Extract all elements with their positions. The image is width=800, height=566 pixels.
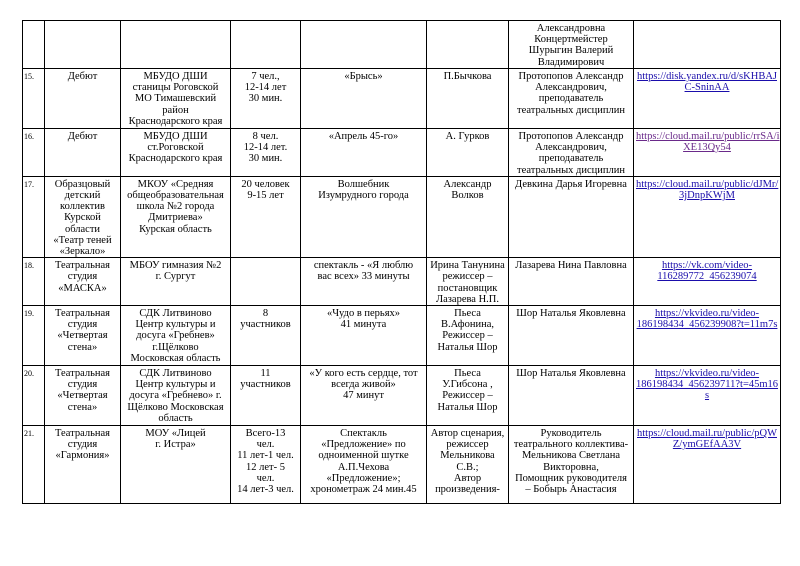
participants-info-text: 11 лет-1 чел.	[237, 450, 294, 462]
author-director-text: В.Афонина,	[440, 319, 494, 331]
row-number-text: 21.	[24, 429, 34, 439]
organization-cell	[121, 69, 231, 129]
author-director-text: постановщик	[437, 282, 498, 294]
author-director-text: Режиссер –	[442, 330, 493, 342]
performance-title-text: Изумрудного города	[318, 190, 409, 202]
participants-info-cell	[231, 258, 301, 306]
organization-cell	[121, 306, 231, 366]
performance-title-text: 47 минут	[343, 390, 384, 402]
collective-name-cell	[45, 69, 121, 129]
author-director-text: Пьеса	[454, 368, 481, 380]
collective-name-cell	[45, 129, 121, 177]
video-link-anchor[interactable]	[636, 368, 778, 402]
video-link-text[interactable]: XE13Qy54	[683, 142, 731, 154]
row-number-cell	[23, 176, 45, 257]
collective-name-text: Образцовый	[54, 178, 111, 190]
collective-name-text: студия	[67, 319, 98, 331]
collective-name-text: Курской	[64, 212, 101, 224]
organization-text: г. Сургут	[155, 271, 196, 283]
organization-text: МБУДО ДШИ	[143, 131, 208, 142]
leader-name-cell	[509, 366, 634, 426]
participants-info-text: участников	[240, 319, 291, 331]
video-link-text[interactable]: 3jDnpKWjM	[679, 190, 735, 202]
collective-name-text: студия	[67, 271, 98, 283]
collective-name-text: студия	[67, 439, 98, 451]
performance-title-text: вас всех» 33 минуты	[317, 271, 410, 283]
organization-cell	[121, 21, 231, 69]
collective-name-text: «Театр теней	[53, 234, 112, 246]
row-number-cell	[23, 306, 45, 366]
video-link-text[interactable]: https://cloud.mail.ru/public/rrSA/i	[636, 131, 780, 142]
collective-name-cell	[45, 21, 121, 69]
performance-title-text: «Апрель 45-го»	[328, 131, 399, 142]
organization-text: г.Щёлково	[152, 341, 199, 353]
performance-title-text: всегда живой»	[331, 379, 396, 391]
collective-name-text: студия	[67, 379, 98, 391]
participants-info-text: Всего-13	[245, 428, 286, 440]
participants-info-text: 8	[262, 308, 269, 320]
video-link-text[interactable]: 186198434_456239711?t=45m16	[636, 379, 779, 391]
author-director-text: А. Гурков	[445, 131, 490, 142]
video-link-anchor[interactable]	[636, 131, 778, 153]
performance-title-text: «Чудо в перьях»	[326, 308, 401, 320]
row-number-text: 20.	[24, 369, 34, 379]
organization-text: Дмитриева»	[148, 212, 203, 224]
video-link-text[interactable]: https://vkvideo.ru/video-	[654, 308, 760, 320]
participants-info-text: 12 лет- 5	[246, 461, 285, 473]
organization-text: Краснодарского края	[128, 115, 223, 127]
author-director-cell	[427, 366, 509, 426]
participants-info-text: 14 лет-3 чел.	[237, 484, 294, 496]
participants-info-cell	[231, 176, 301, 257]
author-director-cell	[427, 426, 509, 504]
leader-name-text: Шор Наталья Яковлевна	[516, 368, 626, 380]
author-director-text: Режиссер –	[442, 390, 493, 402]
video-link-text[interactable]: https://disk.yandex.ru/d/sKHBAJ	[636, 71, 777, 82]
table-row	[23, 176, 781, 257]
video-link-text[interactable]: https://vk.com/video-	[661, 260, 753, 272]
organization-text: Центр культуры и	[135, 319, 216, 331]
collective-name-text: «Гармония»	[55, 450, 110, 462]
participants-info-text: 30 мин.	[248, 93, 283, 105]
table-row	[23, 306, 781, 366]
collective-name-text: «МАСКА»	[58, 282, 107, 294]
organization-text: Курская область	[139, 223, 212, 235]
performance-title-cell	[301, 426, 427, 504]
author-director-text: режиссер	[446, 439, 489, 451]
participants-info-cell	[231, 21, 301, 69]
video-link-text[interactable]: 116289772_456239074	[657, 271, 757, 283]
author-director-cell	[427, 176, 509, 257]
leader-name-cell	[509, 176, 634, 257]
collective-name-cell	[45, 176, 121, 257]
organization-text: МБОУ гимназия №2	[129, 260, 222, 272]
author-director-text: Александр	[443, 178, 492, 190]
leader-name-text: Помощник руководителя	[515, 472, 627, 484]
video-link-cell[interactable]	[634, 306, 781, 366]
participants-info-text: 12-14 лет.	[243, 142, 288, 154]
leader-name-text: Александровна	[536, 23, 606, 34]
collective-name-text: детский	[64, 190, 101, 202]
row-number-text: 18.	[24, 261, 34, 271]
collective-name-text: «Зеркало»	[59, 246, 106, 258]
table-row	[23, 21, 781, 69]
participants-info-cell	[231, 426, 301, 504]
video-link-anchor[interactable]	[636, 71, 778, 93]
performance-title-text: «Брысь»	[344, 71, 383, 82]
collective-name-text: Дебют	[67, 131, 98, 142]
video-link-text[interactable]: s	[704, 390, 710, 402]
organization-text: школа №2 города	[136, 201, 215, 213]
author-director-cell	[427, 21, 509, 69]
collective-name-text: стена»	[67, 341, 98, 353]
author-director-text: Наталья Шор	[437, 341, 498, 353]
leader-name-text: Девкина Дарья Игоревна	[515, 178, 627, 190]
organization-text: Московская область	[130, 352, 221, 364]
performance-title-text: одноименной шутке	[318, 450, 409, 462]
leader-name-text: театрального коллектива-	[513, 439, 629, 451]
leader-name-text: Протопопов Александр	[518, 131, 624, 142]
participants-info-text: чел.	[256, 439, 275, 451]
video-link-cell[interactable]	[634, 129, 781, 177]
collective-name-cell	[45, 426, 121, 504]
organization-cell	[121, 258, 231, 306]
video-link-cell[interactable]	[634, 176, 781, 257]
participants-info-cell	[231, 69, 301, 129]
leader-name-text: Александрович,	[535, 82, 607, 94]
author-director-text: У.Гибсона ,	[442, 379, 493, 391]
video-link-cell[interactable]	[634, 426, 781, 504]
performance-title-text: «Предложение»;	[326, 472, 401, 484]
organization-text: МБУДО ДШИ	[143, 71, 208, 82]
performance-title-cell	[301, 129, 427, 177]
organization-text: МКОУ «Средняя	[137, 178, 214, 190]
video-link-anchor[interactable]	[636, 308, 778, 330]
organization-text: Краснодарского края	[128, 153, 223, 165]
organization-cell	[121, 426, 231, 504]
performance-title-text: спектакль - «Я люблю	[313, 260, 414, 272]
author-director-text: Лазарева Н.П.	[435, 293, 500, 305]
performance-title-text: «У кого есть сердце, тот	[309, 368, 418, 380]
collective-name-text: Театральная	[54, 260, 111, 272]
collective-name-text: «Четвертая	[57, 330, 108, 342]
author-director-text: Автор сценария,	[430, 428, 505, 440]
organization-text: Щёлково Московская	[127, 401, 224, 413]
organization-text: область	[158, 412, 193, 424]
participants-info-text: 7 чел.,	[251, 71, 280, 82]
leader-name-cell	[509, 306, 634, 366]
row-number-text: 15.	[24, 72, 34, 81]
author-director-text: Мельникова	[440, 450, 495, 462]
leader-name-text: Мельникова Светлана	[521, 450, 621, 462]
participants-info-text: 8 чел.	[252, 131, 279, 142]
organization-text: досуга «Гребнево» г.	[129, 390, 222, 402]
leader-name-cell	[509, 21, 634, 69]
leader-name-text: Александрович,	[535, 142, 607, 154]
leader-name-text: театральных дисциплин	[516, 104, 626, 116]
leader-name-text: Лазарева Нина Павловна	[515, 260, 627, 272]
organization-text: СДК Литвиново	[139, 368, 212, 380]
table-row	[23, 69, 781, 129]
leader-name-text: Шор Наталья Яковлевна	[516, 308, 626, 320]
performance-title-text: Волшебник	[337, 178, 390, 190]
video-link-cell[interactable]	[634, 21, 781, 69]
row-number-cell	[23, 426, 45, 504]
author-director-text: Пьеса	[454, 308, 481, 320]
participants-info-text: 30 мин.	[248, 153, 283, 165]
table-row	[23, 366, 781, 426]
author-director-cell	[427, 69, 509, 129]
row-number-cell	[23, 69, 45, 129]
participants-info-cell	[231, 306, 301, 366]
leader-name-text: театральных дисциплин	[516, 164, 626, 176]
video-link-cell[interactable]	[634, 258, 781, 306]
collective-name-text: коллектив	[60, 201, 105, 213]
author-director-cell	[427, 129, 509, 177]
organization-cell	[121, 366, 231, 426]
performance-title-text: А.П.Чехова	[337, 461, 390, 473]
participants-info-cell	[231, 129, 301, 177]
organization-text: ст.Роговской	[147, 142, 204, 154]
collective-name-text: Театральная	[54, 368, 111, 380]
leader-name-text: Шурыгин Валерий	[528, 45, 614, 57]
performance-title-cell	[301, 258, 427, 306]
collective-name-cell	[45, 258, 121, 306]
video-link-anchor[interactable]	[636, 179, 778, 201]
video-link-text[interactable]: Z/ymGEfAA3V	[672, 439, 742, 451]
table-row	[23, 426, 781, 504]
organization-text: Центр культуры и	[135, 379, 216, 391]
video-link-text[interactable]: https://cloud.mail.ru/public/pQW	[637, 428, 777, 440]
performance-title-cell	[301, 69, 427, 129]
row-number-cell	[23, 129, 45, 177]
leader-name-cell	[509, 69, 634, 129]
video-link-text[interactable]: https://cloud.mail.ru/public/dJMr/	[636, 178, 779, 190]
collective-name-text: стена»	[67, 401, 98, 413]
participants-info-text: участников	[240, 379, 291, 391]
performance-title-cell	[301, 176, 427, 257]
organization-text: СДК Литвиново	[139, 308, 212, 320]
performance-title-cell	[301, 21, 427, 69]
video-link-anchor[interactable]	[636, 428, 778, 450]
organization-text: г. Истра»	[155, 439, 196, 451]
author-director-text: произведения-	[435, 484, 500, 496]
row-number-text: 16.	[24, 132, 34, 141]
row-number-cell	[23, 366, 45, 426]
video-link-cell[interactable]	[634, 69, 781, 129]
author-director-text: Наталья Шор	[437, 401, 498, 413]
leader-name-text: преподаватель	[538, 153, 604, 165]
author-director-text: Ирина Танунина	[430, 260, 505, 272]
collective-name-text: «Четвертая	[57, 390, 108, 402]
organization-cell	[121, 129, 231, 177]
row-number-cell	[23, 258, 45, 306]
performance-title-text: хронометраж 24 мин.45	[310, 484, 417, 496]
video-link-anchor[interactable]	[636, 260, 778, 282]
participants-info-text: 11	[260, 368, 271, 380]
leader-name-text: Викторовна,	[543, 461, 599, 473]
row-number-cell	[23, 21, 45, 69]
participants-info-text: 20 человек	[241, 178, 290, 190]
performance-title-cell	[301, 366, 427, 426]
performance-title-text: «Предложение» по	[321, 439, 406, 451]
author-director-text: П.Бычкова	[443, 71, 492, 82]
leader-name-text: Протопопов Александр	[518, 71, 624, 82]
author-director-text: С.В.;	[456, 461, 479, 473]
collective-name-cell	[45, 366, 121, 426]
performance-title-text: 41 минута	[340, 319, 387, 331]
collective-name-cell	[45, 306, 121, 366]
leader-name-text: Руководитель	[540, 428, 602, 440]
leader-name-text: Владимирович	[537, 56, 605, 68]
collective-name-text: Театральная	[54, 308, 111, 320]
performance-title-text: Спектакль	[340, 428, 387, 440]
leader-name-text: преподаватель	[538, 93, 604, 105]
performance-title-cell	[301, 306, 427, 366]
author-director-text: Автор	[453, 472, 482, 484]
organization-text: общеобразовательная	[127, 190, 224, 202]
participants-info-text: чел.	[256, 472, 275, 484]
participants-table	[22, 20, 781, 504]
author-director-text: Волков	[451, 190, 484, 202]
collective-name-text: Театральная	[54, 428, 111, 440]
video-link-text[interactable]: https://vkvideo.ru/video-	[654, 368, 760, 380]
collective-name-text: Дебют	[67, 71, 98, 82]
organization-text: МОУ «Лицей	[145, 428, 206, 440]
participants-info-text: 9-15 лет	[247, 190, 284, 202]
participants-info-text: 12-14 лет	[244, 82, 287, 94]
author-director-cell	[427, 306, 509, 366]
leader-name-text: Концертмейстер	[534, 34, 608, 46]
video-link-cell[interactable]	[634, 366, 781, 426]
row-number-text: 17.	[24, 179, 34, 189]
organization-cell	[121, 176, 231, 257]
collective-name-text: области	[64, 223, 101, 235]
author-director-cell	[427, 258, 509, 306]
organization-text: станицы Роговской	[132, 82, 219, 94]
organization-text: МО Тимашевский	[134, 93, 217, 105]
video-link-text[interactable]: C-SninAA	[684, 82, 730, 94]
leader-name-cell	[509, 258, 634, 306]
video-link-text[interactable]: 186198434_456239908?t=11m7s	[636, 319, 778, 331]
organization-text: район	[162, 104, 189, 116]
leader-name-cell	[509, 129, 634, 177]
table-row	[23, 129, 781, 177]
row-number-text: 19.	[24, 309, 34, 319]
leader-name-cell	[509, 426, 634, 504]
organization-text: досуга «Гребнев»	[136, 330, 215, 342]
author-director-text: режиссер –	[442, 271, 493, 283]
leader-name-text: – Бобырь Анастасия	[525, 484, 617, 496]
table-row	[23, 258, 781, 306]
participants-info-cell	[231, 366, 301, 426]
